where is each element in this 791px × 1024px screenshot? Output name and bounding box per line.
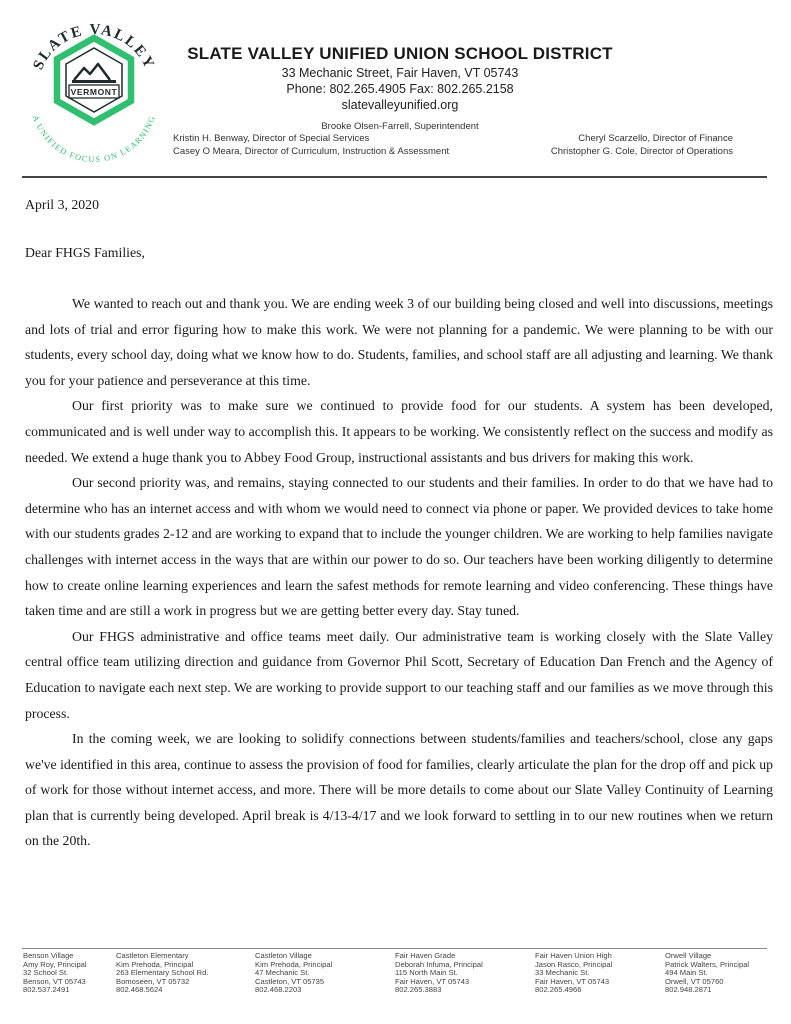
- school-town: Orwell, VT 05760: [665, 976, 724, 986]
- body-paragraph: In the coming week, we are looking to solidify connections between students/families and teachers/school, close any gaps we've identified in this area, continue to assess the provision of food for families, clearly articulate the plan for the drop off and pick up of work for those without internet access, and more. There will be more details to come about our Slate Valley Continuity of Learning plan that is currently being developed. April break is 4/13-4/17 and we look forward to settling in to our new routines when we return on the 20th.: [25, 731, 773, 849]
- letter-date: April 3, 2020: [25, 197, 99, 212]
- school-name: Benson Village: [23, 951, 74, 960]
- school-name: Fair Haven Union High: [535, 951, 612, 960]
- school-principal: Amy Roy, Principal: [23, 959, 87, 969]
- logo-arc-bottom-text: A UNIFIED FOCUS ON LEARNING: [30, 114, 158, 165]
- body-paragraph: Our second priority was, and remains, staying connected to our students and their families. In order to do that we have had to determine who has an internet access and with whom we would need to connect via phone or paper. We provided devices to take home with our students grades 2-12 and are working to expand that to include the younger children. We are working to help families navigate challenges with internet access in the ways that are within our power to do so. Our teachers have been working diligently to determine how to create online learning experiences and learn the safest methods for remote learning and video conferencing. These things have taken time and are still a work in progress but we are getting better every day. Stay tuned.: [25, 475, 773, 619]
- school-name: Castleton Village: [255, 951, 312, 960]
- body-paragraph: We wanted to reach out and thank you. We are ending week 3 of our building being closed and well into discussions, meetings and lots of trial and error figuring how to make this work. We were not planning for a pandemic. We were planning to be with our students, every school day, doing what we know how to do. Students, families, and school staff are all adjusting and learning. We thank you for your patience and perseverance at this time.: [25, 296, 773, 388]
- footer-school: [395, 952, 483, 995]
- footer-school: [255, 952, 332, 995]
- school-town: Fair Haven, VT 05743: [395, 976, 470, 986]
- director-special-services: Kristin H. Benway, Director of Special Services: [173, 133, 370, 144]
- school-street: 47 Mechanic St.: [255, 968, 310, 978]
- school-principal: Deborah Infuma, Principal: [395, 959, 483, 969]
- footer-school: [535, 952, 612, 995]
- header-divider: [22, 176, 767, 178]
- footer-school: [665, 952, 749, 995]
- body-paragraph: Our FHGS administrative and office teams meet daily. Our administrative team is working closely with the Slate Valley central office team utilizing direction and guidance from Governor Phil Scott, Secretary of Education Dan French and the Agency of Education to navigate each next step. We are working to provide support to our teaching staff and our families as we move through this process.: [25, 628, 773, 721]
- school-phone: 802.468.5624: [116, 985, 163, 995]
- superintendent: Brooke Olsen-Farrell, Superintendent: [321, 121, 479, 132]
- school-town: Fair Haven, VT 05743: [535, 976, 610, 986]
- director-operations: Christopher G. Cole, Director of Operations: [550, 146, 733, 157]
- school-phone: 802.948.2871: [665, 985, 712, 995]
- school-phone: 802.468.2203: [255, 985, 302, 995]
- school-phone: 802.265.3883: [395, 985, 442, 995]
- district-logo: [14, 8, 174, 168]
- school-phone: 802.537.2491: [23, 985, 70, 995]
- letter-body: [25, 291, 773, 854]
- district-phone-fax: Phone: 802.265.4905 Fax: 802.265.2158: [286, 82, 514, 96]
- logo-arc-top-text: SLATE VALLEY: [30, 21, 158, 73]
- school-town: Bomoseen, VT 05732: [116, 976, 190, 986]
- school-name: Fair Haven Grade: [395, 951, 456, 960]
- school-name: Castleton Elementary: [116, 951, 189, 960]
- school-principal: Kim Prehoda, Principal: [255, 959, 333, 969]
- school-street: 32 School St.: [23, 968, 69, 978]
- school-name: Orwell Village: [665, 951, 712, 960]
- school-street: 33 Mechanic St.: [535, 968, 590, 978]
- director-finance: Cheryl Scarzello, Director of Finance: [578, 133, 733, 144]
- school-street: 263 Elementary School Rd.: [116, 968, 209, 978]
- school-street: 115 North Main St.: [395, 968, 458, 978]
- school-town: Castleton, VT 05735: [255, 976, 325, 986]
- director-curriculum: Casey O Meara, Director of Curriculum, Instruction & Assessment: [173, 146, 450, 157]
- school-principal: Patrick Walters, Principal: [665, 959, 750, 969]
- school-principal: Jason Rasco, Principal: [535, 959, 613, 969]
- footer-schools: [0, 952, 791, 1012]
- school-town: Benson, VT 05743: [23, 976, 86, 986]
- footer-divider: [22, 948, 767, 949]
- letter-salutation: Dear FHGS Families,: [25, 245, 145, 260]
- footer-school: [23, 952, 87, 995]
- district-website: slatevalleyunified.org: [341, 98, 459, 112]
- school-street: 494 Main St.: [665, 968, 708, 978]
- body-paragraph: Our first priority was to make sure we continued to provide food for our students. A system has been developed, communicated and is well under way to accomplish this. It appears to be working. We consistently reflect on the success and modify as needed. We extend a huge thank you to Abbey Food Group, instructional assistants and bus drivers for making this work.: [25, 398, 773, 465]
- district-address: 33 Mechanic Street, Fair Haven, VT 05743: [281, 66, 519, 80]
- footer-school: [116, 952, 208, 995]
- district-name: SLATE VALLEY UNIFIED UNION SCHOOL DISTRICT: [187, 44, 613, 63]
- logo-banner-text: VERMONT: [70, 87, 118, 97]
- school-principal: Kim Prehoda, Principal: [116, 959, 194, 969]
- school-phone: 802.265.4966: [535, 985, 582, 995]
